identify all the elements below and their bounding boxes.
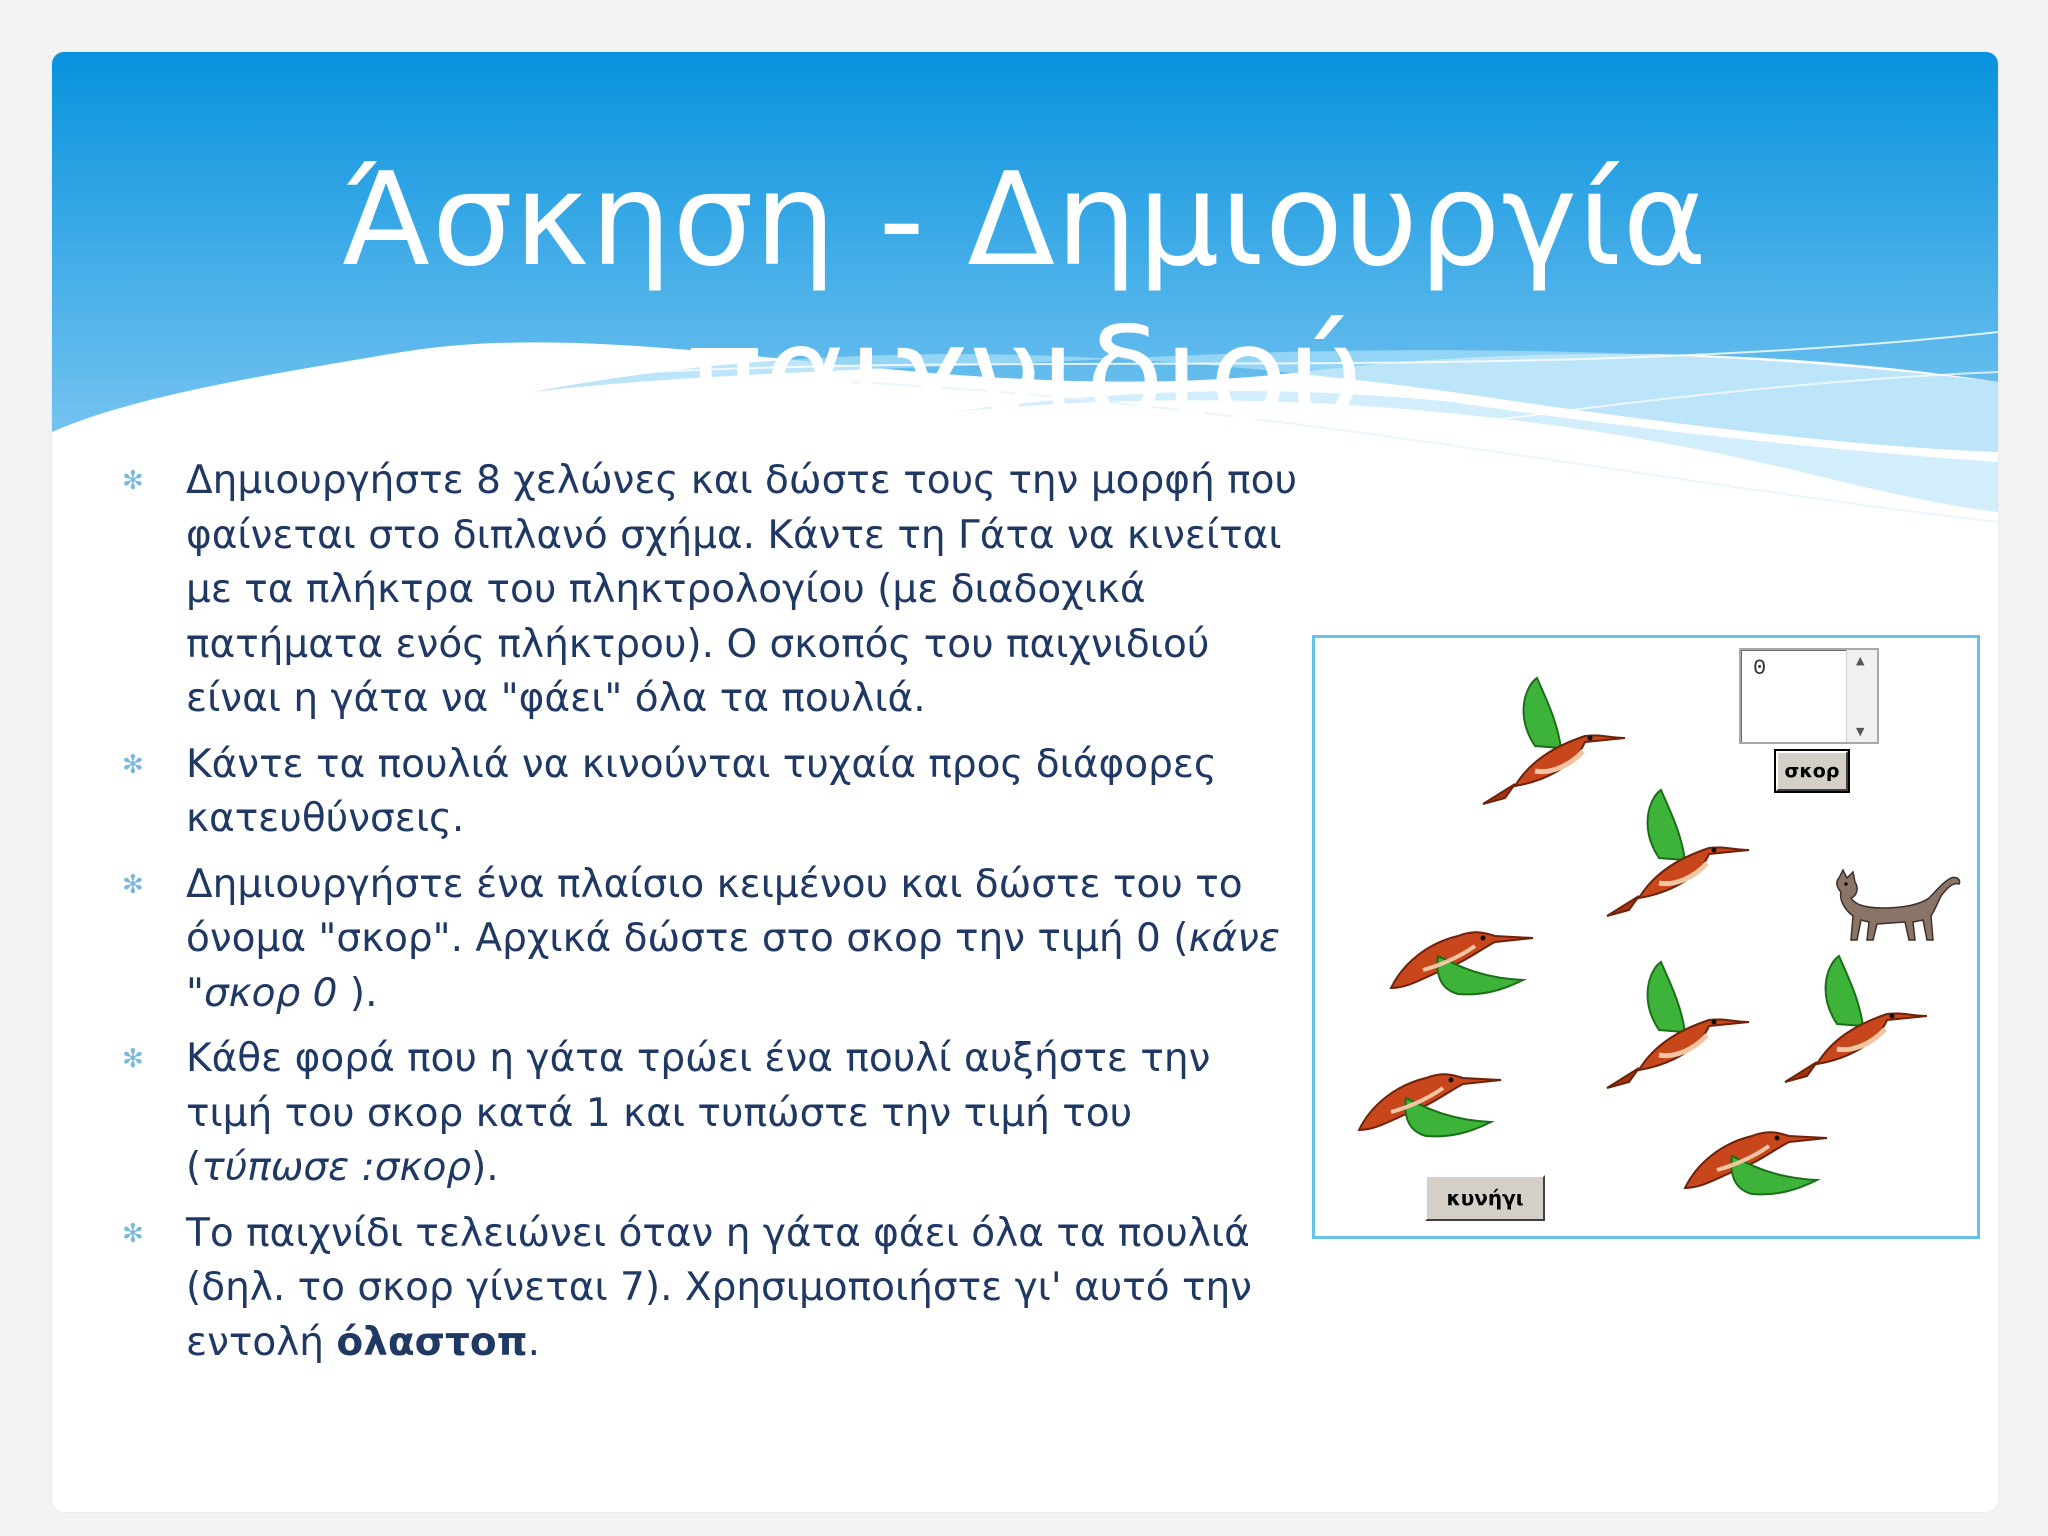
bullet-text: Το παιχνίδι τελειώνει όταν η γάτα φάει όλα τα πουλιά (δηλ. το σκορ γίνεται 7). Χρησιμοποιήστε γι' αυτό την εντολή [186,1210,1252,1365]
hummingbird-icon [1599,960,1759,1090]
hummingbird-icon [1677,1108,1837,1208]
slide [52,52,1998,1512]
bullet-item [122,738,1302,847]
asterisk-icon: ✻ [122,1218,144,1249]
bullet-text: Δημιουργήστε ένα πλαίσιο κειμένου και δώστε του το όνομα "σκορ". Αρχικά δώστε στο σκορ την τιμή 0 ( [186,861,1243,961]
game-screenshot [1312,635,1980,1239]
scroll-down-icon[interactable]: ▼ [1856,725,1865,738]
bullet-italic-code: κάνε "σκορ 0 [186,916,1281,1016]
bullet-text-tail: ). [471,1145,499,1190]
bullet-item [122,454,1302,727]
bullet-text: Κάντε τα πουλιά να κινούνται τυχαία προς διάφορες κατευθύνσεις. [186,741,1217,841]
hunt-button[interactable]: κυνήγι [1425,1175,1545,1221]
slide-title: Άσκηση - Δημιουργία παιχνιδιού [342,146,1708,449]
bullet-text: Δημιουργήστε 8 χελώνες και δώστε τους την μορφή που φαίνεται στο διπλανό σχήμα. Κάντε τη Γάτα να κινείται με τα πλήκτρα του πληκτρολογίου (με διαδοχικά πατήματα ενός πλήκτρου). Ο σκοπός του παιχνιδιού είναι η γάτα να "φάει" όλα τα πουλιά. [186,458,1298,721]
score-button[interactable]: σκορ [1776,751,1848,791]
score-textbox[interactable] [1739,648,1879,744]
hummingbird-icon [1777,954,1937,1084]
bullet-list [122,454,1302,1381]
hummingbird-icon [1475,676,1635,806]
bullet-text: Κάθε φορά που η γάτα τρώει ένα πουλί αυξήστε την τιμή του σκορ κατά 1 και τυπώστε την τιμή του ( [186,1036,1211,1190]
score-scrollbar[interactable] [1846,650,1877,742]
bullet-item [122,1207,1302,1371]
bullet-text-tail: . [527,1319,540,1365]
hummingbird-icon [1351,1050,1511,1150]
asterisk-icon: ✻ [122,1044,144,1074]
score-value: 0 [1753,656,1767,681]
cat-icon [1833,868,1963,944]
hummingbird-icon [1383,908,1543,1008]
scroll-up-icon[interactable]: ▲ [1856,654,1865,667]
bullet-bold-command: όλαστοπ [336,1319,528,1365]
bullet-italic-code: τύπωσε :σκορ [201,1145,472,1190]
bullet-item [122,858,1302,1022]
asterisk-icon: ✻ [122,749,144,780]
bullet-text-tail: ). [349,970,378,1016]
asterisk-icon: ✻ [122,869,144,900]
asterisk-icon: ✻ [122,466,144,496]
hummingbird-icon [1599,788,1759,918]
bullet-item [122,1032,1302,1196]
